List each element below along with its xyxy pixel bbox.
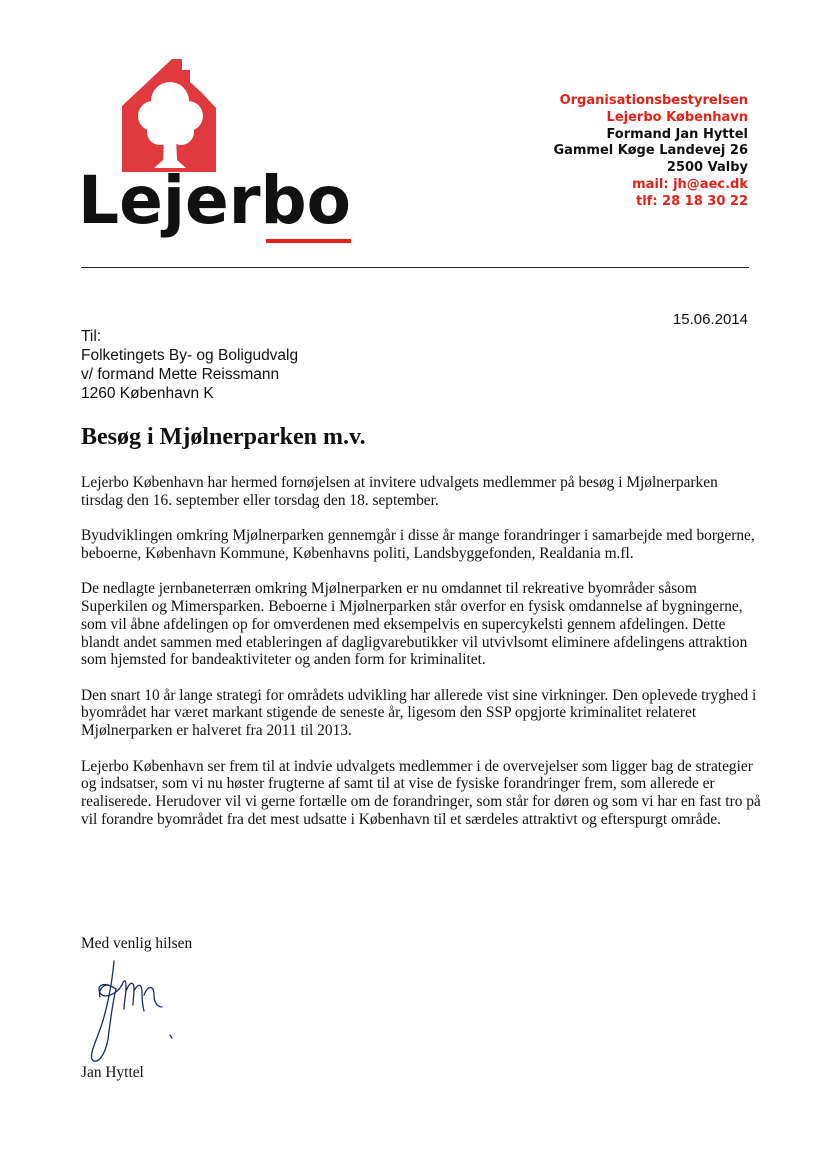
sender-phone: tlf: 28 18 30 22 xyxy=(636,193,748,209)
body-paragraph: Byudviklingen omkring Mjølnerparken gennemgår i disse år mange forandringer i samarbejde med borgerne, beboerne, København Kommune, Københavns politi, Landsbyggefonden, Realdania m.fl. xyxy=(81,527,755,562)
logo-underline xyxy=(266,239,351,243)
sender-branch: Lejerbo København xyxy=(606,109,748,125)
recipient-line1: Folketingets By- og Boligudvalg xyxy=(81,347,299,364)
sender-mail: mail: jh@aec.dk xyxy=(632,176,748,192)
header-divider xyxy=(81,267,749,268)
body-paragraph: Den snart 10 år lange strategi for områdets udvikling har allerede vist sine virkninger. Den oplevede tryghed i byområdet har været markant stigende de seneste år, ligesom den SSP opgjorte kriminalitet relateret Mjølnerparken er halveret fra 2011 til 2013. xyxy=(81,686,757,740)
sender-org: Organisationsbestyrelsen xyxy=(559,93,748,108)
sender-chair: Formand Jan Hyttel xyxy=(606,126,748,142)
closing-line: Med venlig hilsen xyxy=(81,935,193,952)
recipient-line3: 1260 København K xyxy=(81,385,214,402)
body-paragraph: Lejerbo København ser frem til at indvie udvalgets medlemmer i de overvejelser som ligger bag de strategier og indsatser, som vi nu høster frugterne af samt til at vise de fysiske forandringer frem, som allerede er realiserede. Herudover vil vi gerne fortælle om de forandringer, som står for døren og som vi har en fast tro på vil forandre byområdet fra det mest udsatte i København til et særdeles attraktivt og efterspurgt område. xyxy=(81,757,761,828)
sender-block xyxy=(553,93,748,211)
body-paragraph: Lejerbo København har hermed fornøjelsen at invitere udvalgets medlemmer på besøg i Mjølnerparken tirsdag den 16. september eller torsdag den 18. september. xyxy=(81,474,718,509)
handwritten-signature xyxy=(86,955,186,1065)
recipient-line2: v/ formand Mette Reissmann xyxy=(81,366,280,383)
letter-title: Besøg i Mjølnerparken m.v. xyxy=(81,424,366,450)
sender-city: 2500 Valby xyxy=(666,160,748,176)
logo-wordmark: Lejerbo xyxy=(78,162,351,239)
sender-street: Gammel Køge Landevej 26 xyxy=(553,143,748,159)
letter-body xyxy=(81,474,761,846)
lejerbo-logo xyxy=(78,56,353,246)
recipient-address xyxy=(81,327,298,403)
recipient-to-label: Til: xyxy=(81,328,102,345)
signature-name: Jan Hyttel xyxy=(81,1064,144,1081)
letter-date: 15.06.2014 xyxy=(672,311,748,328)
body-paragraph: De nedlagte jernbaneterræn omkring Mjølnerparken er nu omdannet til rekreative byområder såsom Superkilen og Mimersparken. Beboerne i Mjølnerparken står overfor en fysisk omdannelse af bygningerne, som vil åbne afdelingen op for omverdenen med eksempelvis en supercykelsti gennem afdelingen. Dette blandt andet sammen med etableringen af dagligvarebutikker vil utvivlsomt eliminere afdelingens attraktion som hjemsted for bandeaktiviteter og anden form for kriminalitet. xyxy=(81,580,748,669)
